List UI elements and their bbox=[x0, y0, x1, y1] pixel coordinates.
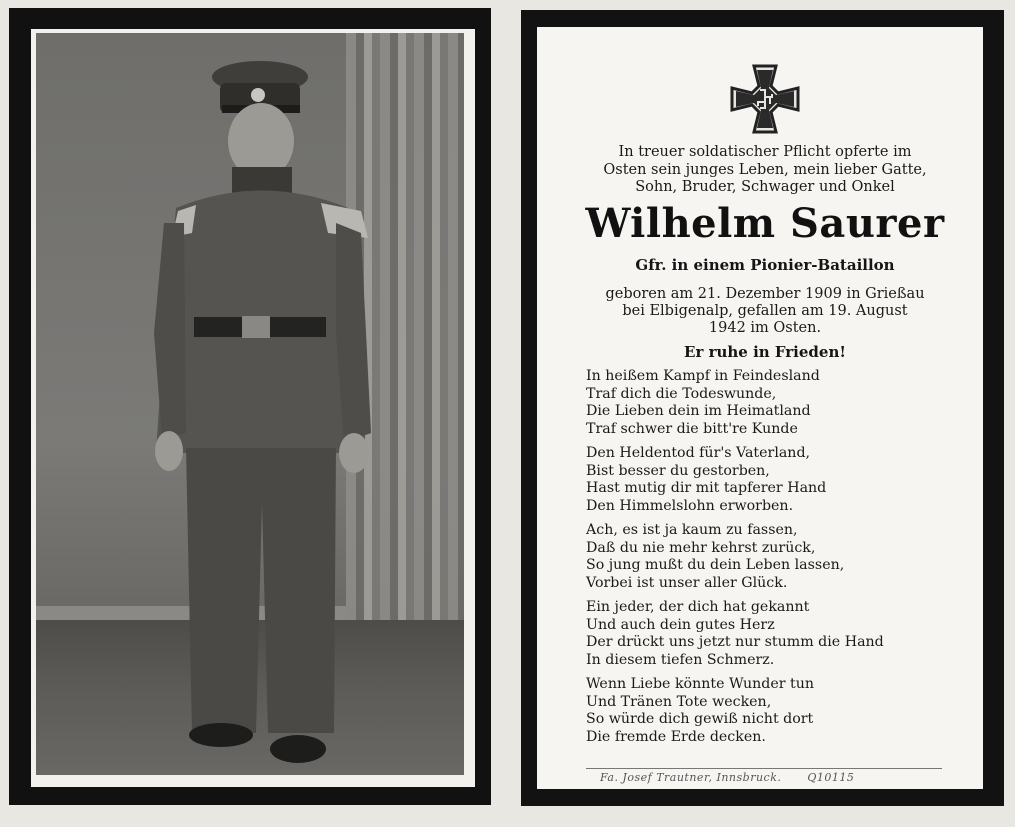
printer-name: Fa. Josef Trautner, Innsbruck. bbox=[600, 771, 782, 784]
poem-stanza bbox=[586, 522, 956, 592]
poem-line: Vorbei ist unser aller Glück. bbox=[586, 574, 788, 591]
poem-line: In diesem tiefen Schmerz. bbox=[586, 651, 775, 668]
poem-line: Ein jeder, der dich hat gekannt bbox=[586, 599, 810, 615]
dates-line: geboren am 21. Dezember 1909 in Grießau bbox=[605, 286, 925, 302]
rank-unit: Gfr. in einem Pionier-Bataillon bbox=[635, 256, 895, 274]
intro-line: In treuer soldatischer Pflicht opferte im bbox=[618, 144, 912, 160]
poem-line: In heißem Kampf in Feindesland bbox=[586, 368, 820, 384]
soldier-photo bbox=[36, 33, 464, 775]
poem-line: Traf schwer die bitt're Kunde bbox=[586, 420, 798, 437]
poem-line: Wenn Liebe könnte Wunder tun bbox=[586, 676, 814, 692]
poem-line: Bist besser du gestorben, bbox=[586, 462, 770, 479]
poem-line: Der drückt uns jetzt nur stumm die Hand bbox=[586, 634, 884, 650]
poem-line: Und Tränen Tote wecken, bbox=[586, 693, 772, 710]
dates-line: 1942 im Osten. bbox=[708, 320, 822, 336]
birth-death-text bbox=[560, 286, 970, 337]
printer-imprint bbox=[600, 771, 940, 784]
rest-in-peace: Er ruhe in Frieden! bbox=[684, 343, 846, 361]
poem-stanza bbox=[586, 445, 956, 515]
poem-line: Ach, es ist ja kaum zu fassen, bbox=[586, 522, 798, 538]
iron-cross-icon bbox=[730, 64, 800, 134]
poem-line: So jung mußt du dein Leben lassen, bbox=[586, 557, 845, 573]
intro-text bbox=[560, 144, 970, 197]
poem-line: Den Heldentod für's Vaterland, bbox=[586, 445, 811, 461]
intro-line: Osten sein junges Leben, mein lieber Gatte, bbox=[603, 161, 927, 178]
poem-stanza bbox=[586, 599, 956, 669]
poem-line: Den Himmelslohn erworben. bbox=[586, 497, 794, 514]
poem-line: Die fremde Erde decken. bbox=[586, 728, 766, 745]
soldier-figure bbox=[36, 33, 464, 775]
poem-stanza bbox=[586, 368, 956, 438]
poem-line: Die Lieben dein im Heimatland bbox=[586, 403, 811, 419]
print-code: Q10115 bbox=[807, 771, 855, 784]
poem-line: So würde dich gewiß nicht dort bbox=[586, 711, 814, 727]
poem-line: Traf dich die Todeswunde, bbox=[586, 385, 777, 402]
deceased-name: Wilhelm Saurer bbox=[585, 200, 945, 247]
dates-line: bei Elbigenalp, gefallen am 19. August bbox=[622, 303, 908, 319]
poem-line: Und auch dein gutes Herz bbox=[586, 616, 775, 633]
poem-stanza bbox=[586, 676, 956, 746]
poem-line: Daß du nie mehr kehrst zurück, bbox=[586, 539, 816, 556]
footer-divider bbox=[586, 768, 942, 769]
intro-line: Sohn, Bruder, Schwager und Onkel bbox=[635, 179, 895, 195]
poem-line: Hast mutig dir mit tapferer Hand bbox=[586, 480, 827, 496]
